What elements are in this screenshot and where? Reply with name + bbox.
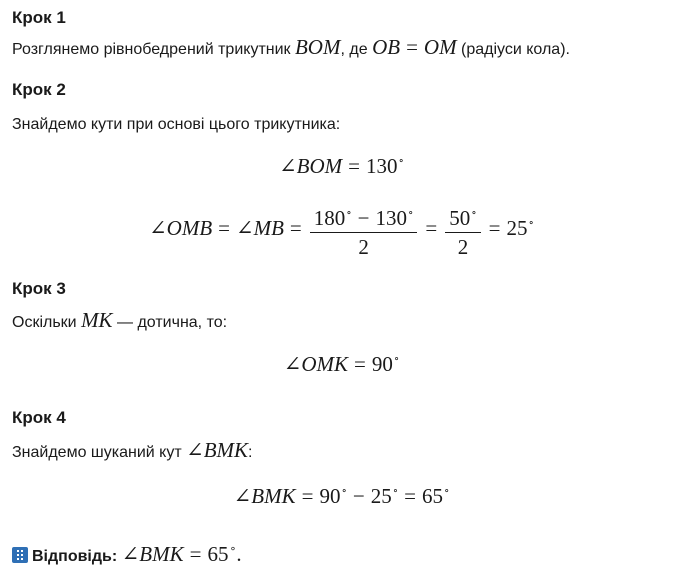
minus-sign: − [352,484,365,508]
equals-sign: = [406,35,418,59]
step-3-heading: Крок 3 [12,279,66,298]
degree-sign: ∘ [392,485,399,497]
fraction-numerator [310,201,418,233]
angle-omk: ∠OMK [283,352,348,376]
value-90: 90 [319,484,341,508]
degree-sign: ∘ [408,207,414,219]
step-3-text-b: — дотична, то: [112,314,228,331]
fraction-180-minus-130-over-2 [310,201,418,259]
equals-sign: = [425,215,438,240]
degree-sign: ∘ [229,543,237,555]
minus-sign: − [357,206,370,230]
answer-angle-bmk: ∠BMK [121,542,184,566]
step-3-text-a: Оскільки [12,314,82,331]
degree-sign: ∘ [398,155,404,167]
segment-om: OM [423,35,457,59]
value-25: 25 [506,215,528,240]
fraction-50-over-2 [445,201,480,259]
degree-sign: ∘ [528,216,534,229]
step-2-text: Знайдемо кути при основі цього трикутника: [12,116,341,133]
step-4-text-a: Знайдемо шуканий кут [12,444,187,461]
answer-line [12,538,242,568]
step-1-text-b: , де [340,41,373,58]
equation-angle-omk [0,352,683,377]
segment-ob: OB [372,35,401,59]
equals-sign: = [488,215,501,240]
degree-sign: ∘ [443,485,450,497]
angle-omb: ∠OMB [149,215,213,240]
step-4-heading: Крок 4 [12,408,66,427]
angle-bmk: ∠BMK [186,438,249,462]
value-180: 180 [313,206,346,230]
step-2-heading: Крок 2 [12,80,66,99]
step-1-text-a: Розглянемо рівнобедрений трикутник [12,41,295,58]
equals-sign: = [348,154,361,178]
triangle-bom: BOM [294,35,341,59]
degree-sign: ∘ [471,207,477,219]
step-1-text [12,36,570,61]
value-25: 25 [370,484,392,508]
value-65: 65 [421,484,443,508]
step-3-text [12,309,227,334]
value-90: 90 [371,352,393,376]
equation-angle-bmk [0,484,683,509]
equals-sign: = [289,215,302,240]
degree-sign: ∘ [393,353,400,365]
angle-mb: ∠MB [236,215,284,240]
step-4-text-b: : [248,444,253,461]
value-130: 130 [375,206,408,230]
equation-angle-bom [0,154,683,179]
degree-sign: ∘ [346,207,352,219]
equals-sign: = [354,352,366,376]
equals-sign: = [218,215,230,240]
angle-bmk: ∠BMK [233,484,296,508]
answer-value: 65 [207,542,229,566]
line-mk: MK [81,308,113,332]
answer-label: Відповідь: [32,548,118,565]
value-130: 130 [366,154,398,178]
equals-sign: = [301,484,314,508]
degree-sign: ∘ [341,485,347,497]
value-50: 50 [449,206,471,230]
fraction-denominator: 2 [457,235,469,259]
pause-icon [12,547,28,563]
equation-angle-omb [0,201,683,259]
equals-sign: = [189,542,202,566]
angle-bom: ∠BOM [279,154,343,178]
fraction-numerator [445,201,480,233]
equals-sign: = [404,484,416,508]
step-1-text-c: (радіуси кола). [456,41,570,58]
step-4-text [12,439,253,464]
step-1-heading: Крок 1 [12,8,66,27]
fraction-denominator: 2 [358,235,369,259]
answer-period: . [236,542,242,566]
